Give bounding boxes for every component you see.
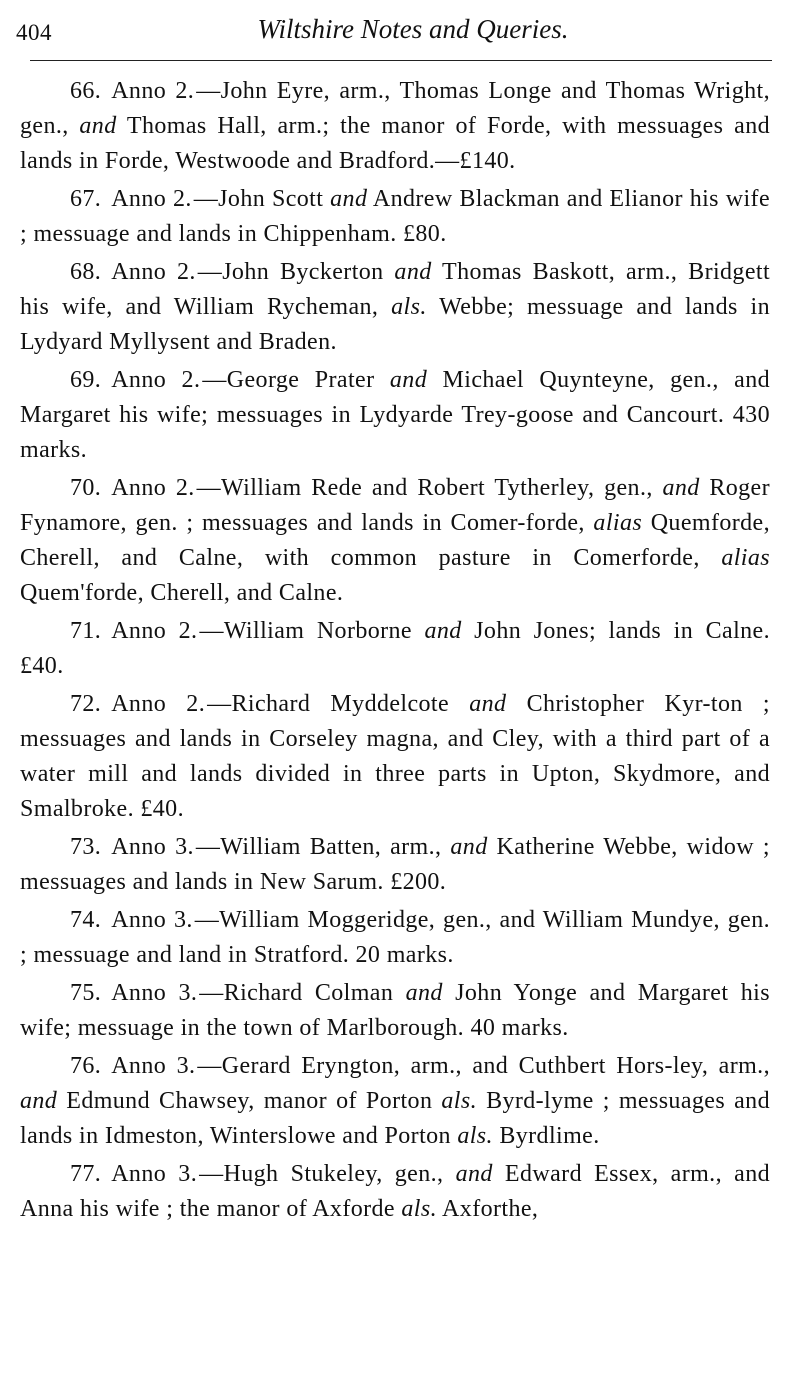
entry-number: 75. — [70, 980, 102, 1006]
entry-italic-text: alias — [721, 545, 770, 571]
entry-italic-text: and — [455, 1161, 493, 1187]
entry-italic-text: and — [424, 618, 462, 644]
entry-72 — [20, 687, 770, 827]
entry-69 — [20, 363, 770, 468]
journal-title: Wiltshire Notes and Queries. — [257, 14, 569, 44]
entry-text: Edmund Chawsey, manor of Porton — [57, 1088, 442, 1114]
entry-anno: Anno 3. — [111, 1053, 196, 1079]
entry-italic-text: als. — [457, 1123, 493, 1149]
entry-italic-text: and — [20, 1088, 58, 1114]
entry-anno: Anno 3. — [111, 834, 194, 860]
entry-77 — [20, 1157, 770, 1227]
entry-text: Axforthe, — [436, 1196, 539, 1222]
entry-italic-text: and — [405, 980, 443, 1006]
entry-anno: Anno 2. — [111, 691, 206, 717]
entry-number: 74. — [70, 907, 102, 933]
entry-text: —John Eyre, arm., Thomas Longe and Thomas Wright, gen., — [20, 78, 770, 139]
entry-number: 72. — [70, 691, 102, 717]
entry-text: —William Batten, arm., — [195, 834, 451, 860]
entry-text: —William Rede and Robert Tytherley, gen., — [196, 475, 663, 501]
entry-italic-text: and — [79, 113, 117, 139]
entry-text: —Richard Colman — [199, 980, 406, 1006]
entry-italic-text: and — [662, 475, 700, 501]
entry-number: 70. — [70, 475, 102, 501]
entry-italic-text: alias — [593, 510, 643, 536]
entry-text: Andrew Blackman and Elianor his wife ; messuage and lands in Chippenham. £80. — [20, 186, 770, 247]
entry-text: John Yonge and Margaret his wife; messuage in the town of Marlborough. 40 marks. — [20, 980, 770, 1041]
entry-text: —William Norborne — [199, 618, 425, 644]
entry-anno: Anno 2. — [111, 475, 195, 501]
entry-70 — [20, 471, 770, 611]
entry-text: Katherine Webbe, widow ; messuages and lands in New Sarum. £200. — [20, 834, 770, 895]
entry-text: —George Prater — [202, 367, 390, 393]
entry-number: 76. — [70, 1053, 102, 1079]
entry-text: —Gerard Eryngton, arm., and Cuthbert Hors-ley, arm., — [197, 1053, 770, 1079]
entry-italic-text: and — [394, 259, 432, 285]
entry-text: —John Scott — [193, 186, 331, 212]
entry-italic-text: and — [330, 186, 368, 212]
entry-71 — [20, 614, 770, 684]
entry-text: Webbe; messuage and lands in Lydyard Myllysent and Braden. — [20, 294, 771, 355]
entry-anno: Anno 2. — [111, 186, 192, 212]
entry-number: 73. — [70, 834, 102, 860]
entry-anno: Anno 2. — [111, 259, 196, 285]
entry-anno: Anno 2. — [111, 78, 195, 104]
entry-anno: Anno 2. — [111, 367, 201, 393]
entry-66 — [20, 74, 770, 179]
entry-number: 69. — [70, 367, 102, 393]
entry-text: Christopher Kyr-ton ; messuages and lands in Corseley magna, and Cley, with a third part of a water mill and lands divided in three parts in Upton, Skydmore, and Smalbroke. £40. — [20, 691, 770, 822]
entry-number: 68. — [70, 259, 102, 285]
entry-italic-text: als. — [401, 1196, 437, 1222]
entry-number: 77. — [70, 1161, 102, 1187]
entry-text: Byrdlime. — [492, 1123, 600, 1149]
entry-text: Thomas Hall, arm.; the manor of Forde, with messuages and lands in Forde, Westwoode and Bradford.—£140. — [20, 113, 770, 174]
entry-anno: Anno 2. — [111, 618, 198, 644]
entry-text: Thomas Baskott, arm., Bridgett his wife, and William Rycheman, — [20, 259, 771, 320]
entry-76 — [20, 1049, 770, 1154]
entry-italic-text: and — [469, 691, 507, 717]
entry-anno: Anno 3. — [111, 980, 198, 1006]
entry-italic-text: and — [450, 834, 488, 860]
entry-74 — [20, 903, 770, 973]
entry-number: 66. — [70, 78, 102, 104]
entry-text: Byrd-lyme ; messuages and lands in Idmeston, Winterslowe and Porton — [20, 1088, 770, 1149]
entry-text: Michael Quynteyne, gen., and Margaret his wife; messuages in Lydyarde Trey-goose and Cancourt. 430 marks. — [20, 367, 770, 463]
entry-italic-text: als. — [441, 1088, 478, 1114]
entry-text: —Hugh Stukeley, gen., — [199, 1161, 456, 1187]
entry-text: —William Moggeridge, gen., and William Mundye, gen. ; messuage and land in Stratford. 20 marks. — [20, 907, 770, 968]
entry-text: —John Byckerton — [197, 259, 395, 285]
entries-list — [20, 74, 770, 1230]
entry-number: 67. — [70, 186, 102, 212]
entry-67 — [20, 182, 770, 252]
entry-68 — [20, 255, 770, 360]
entry-anno: Anno 3. — [111, 907, 193, 933]
entry-text: John Jones; lands in Calne. £40. — [20, 618, 770, 679]
running-head — [16, 14, 770, 48]
entry-italic-text: als. — [391, 294, 427, 320]
entry-italic-text: and — [389, 367, 428, 393]
entry-text: Quemforde, Cherell, and Calne, with common pasture in Comerforde, — [20, 510, 770, 571]
entry-text: Quem'forde, Cherell, and Calne. — [20, 580, 344, 606]
entry-text: Roger Fynamore, gen. ; messuages and lands in Comer-forde, — [20, 475, 771, 536]
entry-text: —Richard Myddelcote — [207, 691, 470, 717]
entry-75 — [20, 976, 770, 1046]
page-number: 404 — [16, 20, 52, 45]
entry-text: Edward Essex, arm., and Anna his wife ; the manor of Axforde — [20, 1161, 770, 1222]
header-rule — [30, 60, 772, 61]
entry-number: 71. — [70, 618, 102, 644]
entry-73 — [20, 830, 770, 900]
entry-anno: Anno 3. — [111, 1161, 198, 1187]
